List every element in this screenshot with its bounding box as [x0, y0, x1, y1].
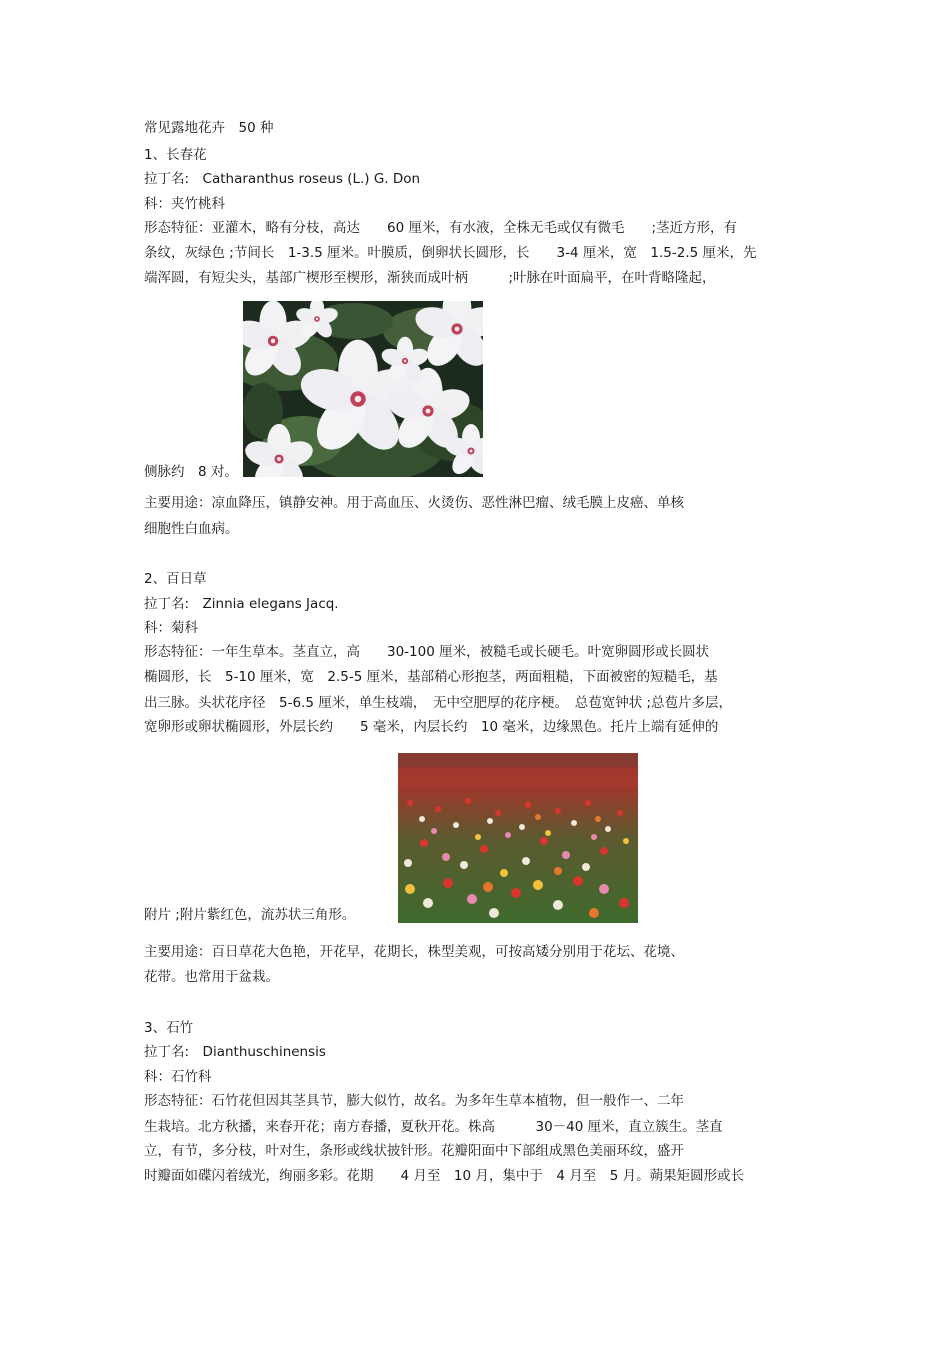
- entry-1-latin-name: 拉丁名: Catharanthus roseus (L.) G. Don: [144, 171, 421, 187]
- entry-1-morph-line-3: 端浑圆，有短尖头，基部广楔形至楔形，渐狭而成叶柄 ;叶脉在叶面扁平，在叶背略隆起，: [144, 270, 716, 286]
- entry-3-morph-line-3: 立，有节，多分枝，叶对生，条形或线状披针形。花瓣阳面中下部组成黑色美丽环纹，盛开: [144, 1143, 684, 1159]
- entry-3-heading: 3、石竹: [144, 1020, 194, 1036]
- entry-1-morph-line-1: 形态特征：亚灌木，略有分枝，高达 60 厘米，有水液，全株无毛或仅有微毛 ;茎近方形，有: [144, 220, 738, 236]
- entry-1-morph-line-2: 条纹，灰绿色 ;节间长 1-3.5 厘米。叶膜质，倒卵状长圆形，长 3-4 厘米，宽 1.5-2.5 厘米，先: [144, 245, 757, 261]
- entry-3-morph-line-1: 形态特征：石竹花但因其茎具节，膨大似竹，故名。为多年生草本植物，但一般作一、二年: [144, 1093, 684, 1109]
- entry-3-morph-line-2: 生栽培。北方秋播，来春开花；南方春播，夏秋开花。株高 30－40 厘米，直立簇生。茎直: [144, 1119, 723, 1135]
- entry-2-heading: 2、百日草: [144, 571, 207, 587]
- zinnia-field-photo: [398, 753, 638, 923]
- entry-1-morph-line-4: 侧脉约 8 对。: [144, 464, 238, 480]
- entry-2-morph-line-2: 椭圆形，长 5-10 厘米，宽 2.5-5 厘米，基部稍心形抱茎，两面粗糙，下面被密的短糙毛，基: [144, 669, 718, 685]
- entry-2-morph-line-1: 形态特征：一年生草本。茎直立，高 30-100 厘米，被糙毛或长硬毛。叶宽卵圆形或长圆状: [144, 644, 710, 660]
- entry-1-use-line-2: 细胞性白血病。: [144, 521, 239, 537]
- entry-2-use-line-1: 主要用途：百日草花大色艳，开花早，花期长，株型美观，可按高矮分别用于花坛、花境、: [144, 944, 684, 960]
- entry-1-heading: 1、长春花: [144, 147, 207, 163]
- entry-3-family: 科：石竹科: [144, 1069, 212, 1085]
- entry-2-use-line-2: 花带。也常用于盆栽。: [144, 969, 279, 985]
- periwinkle-flowers-photo: [243, 301, 483, 477]
- entry-1-family: 科：夹竹桃科: [144, 196, 225, 212]
- entry-3-latin-name: 拉丁名: Dianthuschinensis: [144, 1044, 326, 1060]
- entry-2-morph-line-5: 附片 ;附片紫红色，流苏状三角形。: [144, 907, 356, 923]
- entry-1-use-line-1: 主要用途：凉血降压，镇静安神。用于高血压、火烫伤、恶性淋巴瘤、绒毛膜上皮癌、单核: [144, 495, 684, 511]
- entry-3-morph-line-4: 时瓣面如碟闪着绒光，绚丽多彩。花期 4 月至 10 月，集中于 4 月至 5 月。蒴果矩圆形或长: [144, 1168, 745, 1184]
- entry-2-morph-line-4: 宽卵形或卵状椭圆形，外层长约 5 毫米，内层长约 10 毫米，边缘黑色。托片上端有延伸的: [144, 719, 719, 735]
- entry-2-latin-name: 拉丁名: Zinnia elegans Jacq.: [144, 596, 339, 612]
- page-title: 常见露地花卉 50 种: [144, 120, 274, 136]
- entry-2-family: 科：菊科: [144, 620, 198, 636]
- entry-2-morph-line-3: 出三脉。头状花序径 5-6.5 厘米，单生枝端， 无中空肥厚的花序梗。 总苞宽钟状 ;总苞片多层，: [144, 695, 733, 711]
